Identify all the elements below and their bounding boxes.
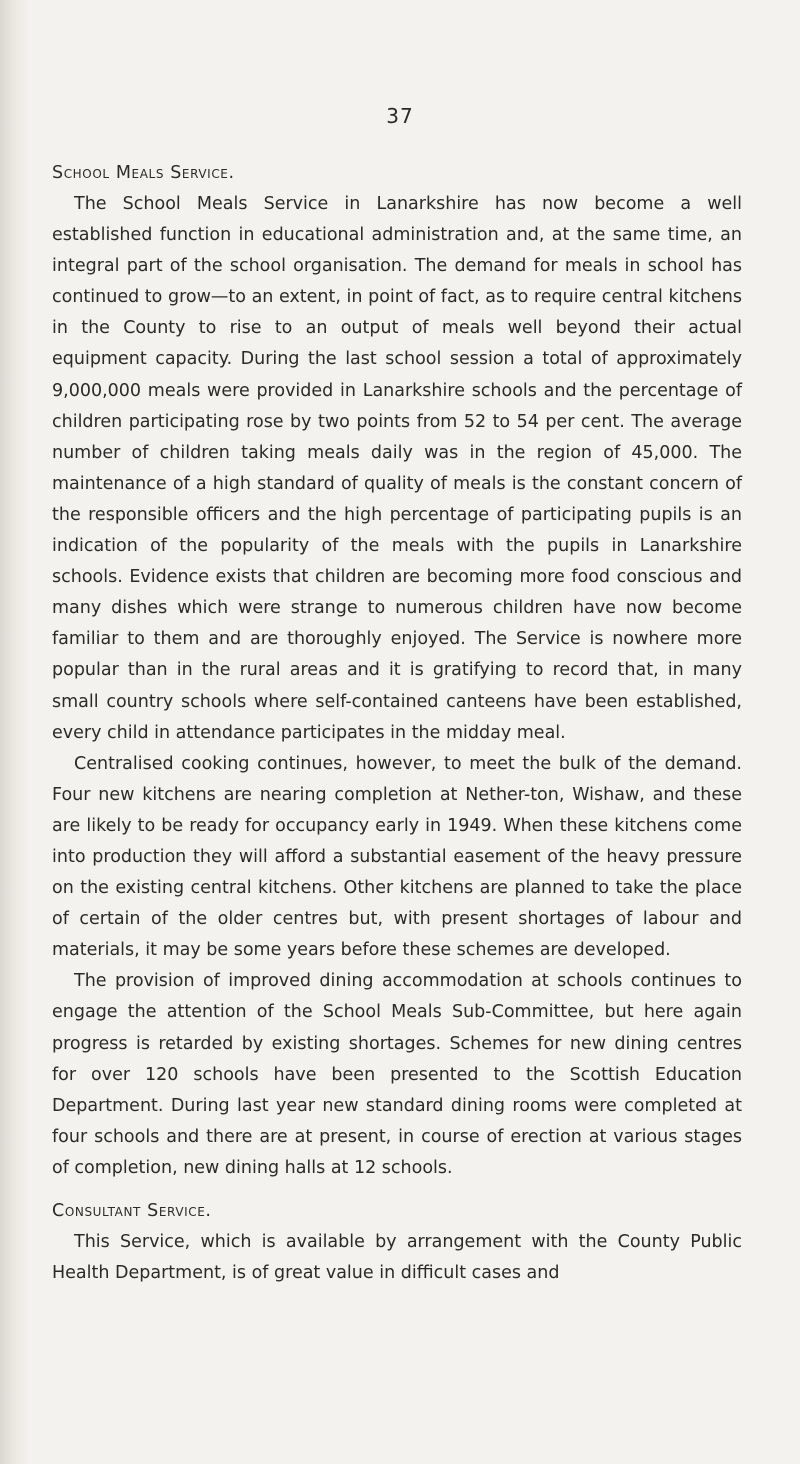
section-spacer [52, 1184, 742, 1196]
section-heading-school-meals: School Meals Service. [52, 163, 235, 183]
school-meals-service-section [52, 158, 742, 1184]
consultant-service-section [52, 1196, 742, 1289]
section-heading-consultant: Consultant Service. [52, 1201, 212, 1221]
page-body [52, 158, 742, 1289]
school-meals-paragraph-2: Centralised cooking continues, however, to meet the bulk of the demand. Four new kitchens are nearing completion at Nether-ton, Wishaw, and these are likely to be ready for occupancy early in 1949. When these kitchens come into production they will afford a substantial easement of the heavy pressure on the existing central kitchens. Other kitchens are planned to take the place of certain of the older centres but, with present shortages of labour and materials, it may be some years before these schemes are developed. [52, 753, 742, 961]
page-number: 37 [386, 104, 414, 128]
school-meals-paragraph-1: The School Meals Service in Lanarkshire has now become a well established function in educational administration and, at the same time, an integral part of the school organisation. The demand for meals in school has continued to grow—to an extent, in point of fact, as to require central kitchens in the County to rise to an output of meals well beyond their actual equipment capacity. During the last school session a total of approximately 9,000,000 meals were provided in Lanarkshire schools and the percentage of children participating rose by two points from 52 to 54 per cent. The average number of children taking meals daily was in the region of 45,000. The maintenance of a high standard of quality of meals is the constant concern of the responsible officers and the high percentage of participating pupils is an indication of the popularity of the meals with the pupils in Lanarkshire schools. Evidence exists that children are becoming more food conscious and many dishes which were strange to numerous children have now become familiar to them and are thoroughly enjoyed. The Service is nowhere more popular than in the rural areas and it is gratifying to record that, in many small country schools where self-contained canteens have been established, every child in attendance participates in the midday meal. [52, 194, 742, 743]
page-binding-edge [0, 0, 30, 1464]
consultant-paragraph-1: This Service, which is available by arrangement with the County Public Health Department, is of great value in difficult cases and [52, 1232, 742, 1284]
school-meals-paragraph-3: The provision of improved dining accommodation at schools continues to engage the attention of the School Meals Sub-Committee, but here again progress is retarded by existing shortages. Schemes for new dining centres for over 120 schools have been presented to the Scottish Education Department. During last year new standard dining rooms were completed at four schools and there are at present, in course of erection at various stages of completion, new dining halls at 12 schools. [52, 971, 742, 1178]
